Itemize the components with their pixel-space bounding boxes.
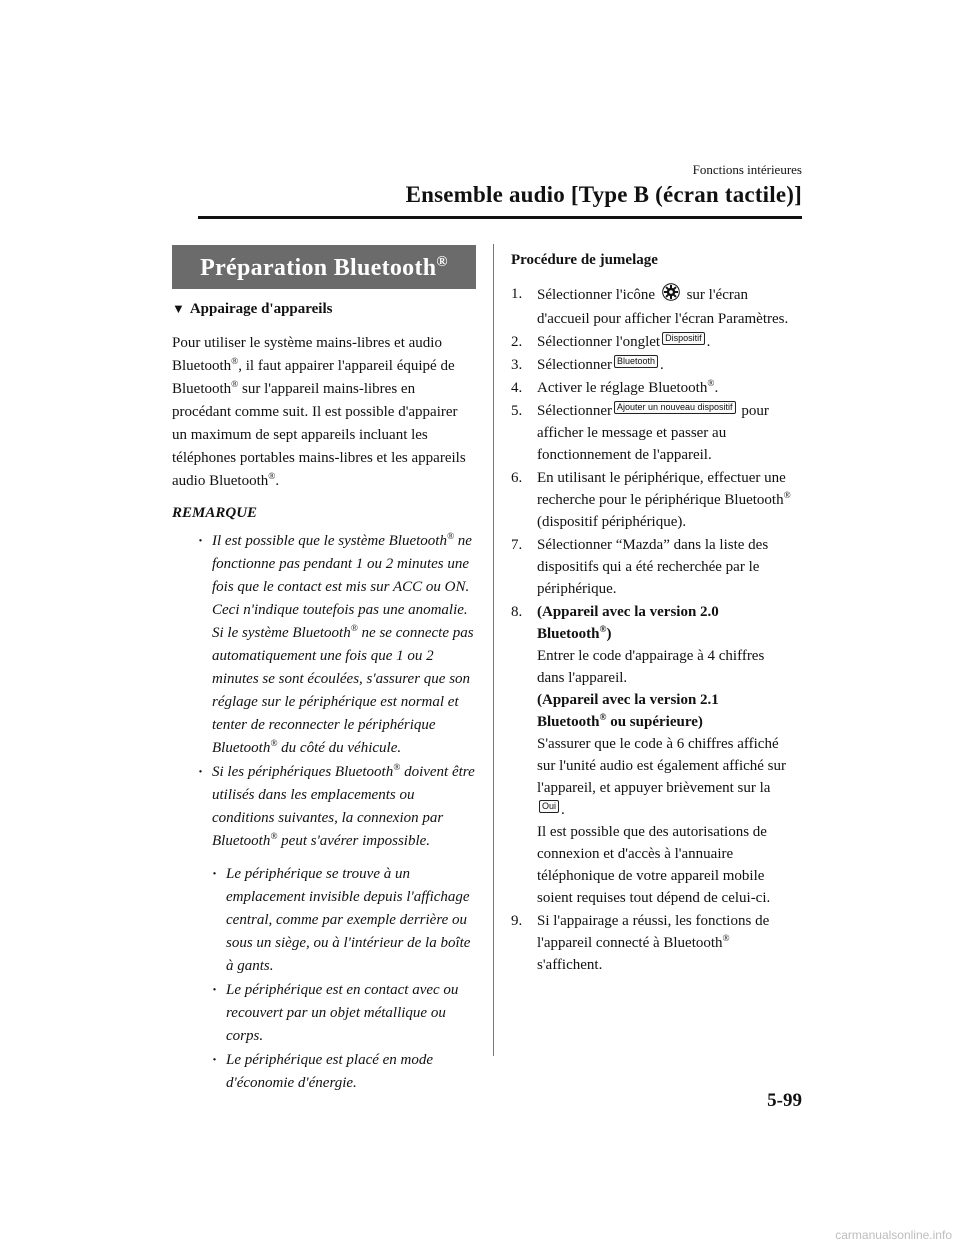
step8-text-2a: S'assurer que le code à 6 chiffres affiché sur l'unité audio est également affiché sur l'appareil, et appuyer brièvement sur la [537, 736, 787, 796]
step-item [511, 400, 791, 466]
registered-mark: ® [270, 832, 278, 842]
subnote-list [212, 863, 476, 1095]
registered-mark: ® [231, 380, 239, 390]
note2-text-c: peut s'avérer impossible. [277, 833, 431, 849]
step8-text-2 [537, 733, 791, 821]
note2-text-b: doivent être utilisés dans les emplacements ou conditions suivantes, la connexion par Bluetooth [212, 764, 475, 849]
step2-text-b: . [706, 334, 711, 350]
step1-text-b: sur l'écran d'accueil pour afficher l'écran Paramètres. [537, 287, 789, 327]
registered-mark: ® [599, 713, 607, 723]
intro-paragraph [172, 332, 476, 493]
step-item [511, 534, 791, 600]
step3-text-b: . [660, 357, 664, 373]
note1-text-a: Il est possible que le système Bluetooth [212, 533, 447, 549]
note-item [198, 530, 476, 760]
intro-text-a: Pour utiliser le système mains-libres et audio Bluetooth [172, 335, 442, 374]
step8-text-3: Il est possible que des autorisations de connexion et d'accès à l'annuaire téléphonique de votre appareil mobile soient requises tout dépend de celui-ci. [537, 824, 771, 906]
step-item [511, 283, 791, 330]
note2-text-a: Si les périphériques Bluetooth [212, 764, 394, 780]
steps-list [511, 283, 791, 976]
step-item [511, 601, 791, 909]
header-title: Ensemble audio [Type B (écran tactile)] [405, 182, 802, 207]
note1-text-d: du côté du véhicule. [277, 740, 402, 756]
step-number: 8. [511, 604, 523, 620]
page-number: 5-99 [767, 1090, 802, 1111]
version-heading-text: (Appareil avec la version 2.0 Bluetooth [537, 604, 719, 642]
procedure-title: Procédure de jumelage [511, 252, 658, 268]
registered-mark: ® [268, 472, 276, 482]
step4-text-a: Activer le réglage Bluetooth [537, 380, 708, 396]
step9-text-b: s'affichent. [537, 957, 603, 973]
section-banner [172, 245, 476, 289]
version-heading [537, 689, 791, 733]
step-number: 2. [511, 334, 523, 350]
step7-text: Sélectionner “Mazda” dans la liste des dispositifs qui a été recherchée par le périphérique. [537, 537, 769, 597]
step-number: 6. [511, 470, 523, 486]
add-new-device-button: Ajouter un nouveau dispositif [614, 401, 736, 414]
header-section-label: Fonctions intérieures [692, 162, 802, 177]
registered-mark: ® [599, 625, 607, 635]
subheading-text: Appairage d'appareils [189, 301, 333, 317]
step8-text-1: Entrer le code d'appairage à 4 chiffres dans l'appareil. [537, 648, 765, 686]
step-number: 9. [511, 913, 523, 929]
step4-text-b: . [714, 380, 719, 396]
subnote-item: · Le périphérique se trouve à un emplacement invisible depuis l'affichage central, comme par exemple derrière ou sous un siège, ou à l'intérieur de la boîte à gants. [212, 863, 476, 978]
step6-text-a: En utilisant le périphérique, effectuer une recherche pour le périphérique Bluetooth [537, 470, 786, 508]
step-item [511, 467, 791, 533]
registered-mark: ® [270, 739, 278, 749]
registered-mark: ® [350, 624, 358, 634]
registered-mark: ® [783, 491, 791, 501]
version-heading-text: (Appareil avec la version 2.1 Bluetooth [537, 692, 719, 730]
note-item [198, 761, 476, 1095]
intro-text-b: , il faut appairer l'appareil équipé de Bluetooth [172, 358, 455, 397]
note-label: REMARQUE [172, 505, 258, 521]
step-number: 7. [511, 537, 523, 553]
step2-text-a: Sélectionner l'onglet [537, 334, 661, 350]
step5-text-a: Sélectionner [537, 403, 612, 419]
header-rule [198, 216, 802, 219]
registered-mark: ® [446, 532, 455, 542]
step5-text-b: pour afficher le message et passer au fonctionnement de l'appareil. [537, 403, 769, 463]
step-item [511, 377, 791, 399]
intro-text-c: sur l'appareil mains-libres en procédant comme suit. Il est possible d'appairer un maximum de sept appareils incluant les téléphones portables mains-libres et les appareils audio Bluetooth [172, 381, 466, 489]
registered-mark: ® [393, 763, 401, 773]
registered-mark: ® [707, 379, 715, 389]
subnote-item: · Le périphérique est placé en mode d'économie d'énergie. [212, 1049, 476, 1095]
step-number: 4. [511, 380, 523, 396]
step-number: 5. [511, 403, 523, 419]
triangle-down-icon: ▼ [172, 301, 185, 316]
step-item [511, 331, 791, 353]
version-heading-text: ) [606, 626, 612, 642]
version-heading-text: ou supérieure) [606, 714, 703, 730]
step6-text-b: (dispositif périphérique). [537, 514, 687, 530]
note1-text-c: ne se connecte pas automatiquement une fois que 1 ou 2 minutes se sont écoulées, s'assurer que son réglage sur le périphérique est normal et tenter de reconnecter le périphérique Bluetooth [212, 625, 474, 756]
note-list [172, 530, 476, 1095]
note1-text-b: ne fonctionne pas pendant 1 ou 2 minutes une fois que le contact est mis sur ACC ou ON. Ceci n'indique toutefois pas une anomalie. Si le système Bluetooth [212, 533, 472, 641]
step-item [511, 354, 791, 376]
registered-mark: ® [722, 934, 730, 944]
right-column [511, 252, 791, 977]
left-column [172, 245, 476, 1096]
settings-gear-icon [662, 283, 680, 308]
footer-watermark: carmanualsonline.info [835, 1228, 952, 1242]
subnote-item: · Le périphérique est en contact avec ou recouvert par un objet métallique ou corps. [212, 979, 476, 1048]
section-banner-text: Préparation Bluetooth [200, 255, 437, 281]
step-number: 3. [511, 357, 523, 373]
step1-text-a: Sélectionner l'icône [537, 287, 656, 303]
version-heading [537, 601, 791, 645]
step-item [511, 910, 791, 976]
dispositif-tab-button: Dispositif [662, 332, 705, 345]
registered-mark: ® [231, 357, 239, 367]
step8-text-2b: . [561, 802, 565, 818]
subheading [172, 301, 476, 318]
oui-button: Oui [539, 800, 559, 813]
registered-mark: ® [436, 254, 448, 270]
step-number: 1. [511, 286, 523, 302]
step3-text-a: Sélectionner [537, 357, 612, 373]
column-divider [493, 244, 494, 1056]
bluetooth-button: Bluetooth [614, 355, 658, 368]
step9-text-a: Si l'appairage a réussi, les fonctions de l'appareil connecté à Bluetooth [537, 913, 770, 951]
intro-text-d: . [275, 473, 280, 489]
